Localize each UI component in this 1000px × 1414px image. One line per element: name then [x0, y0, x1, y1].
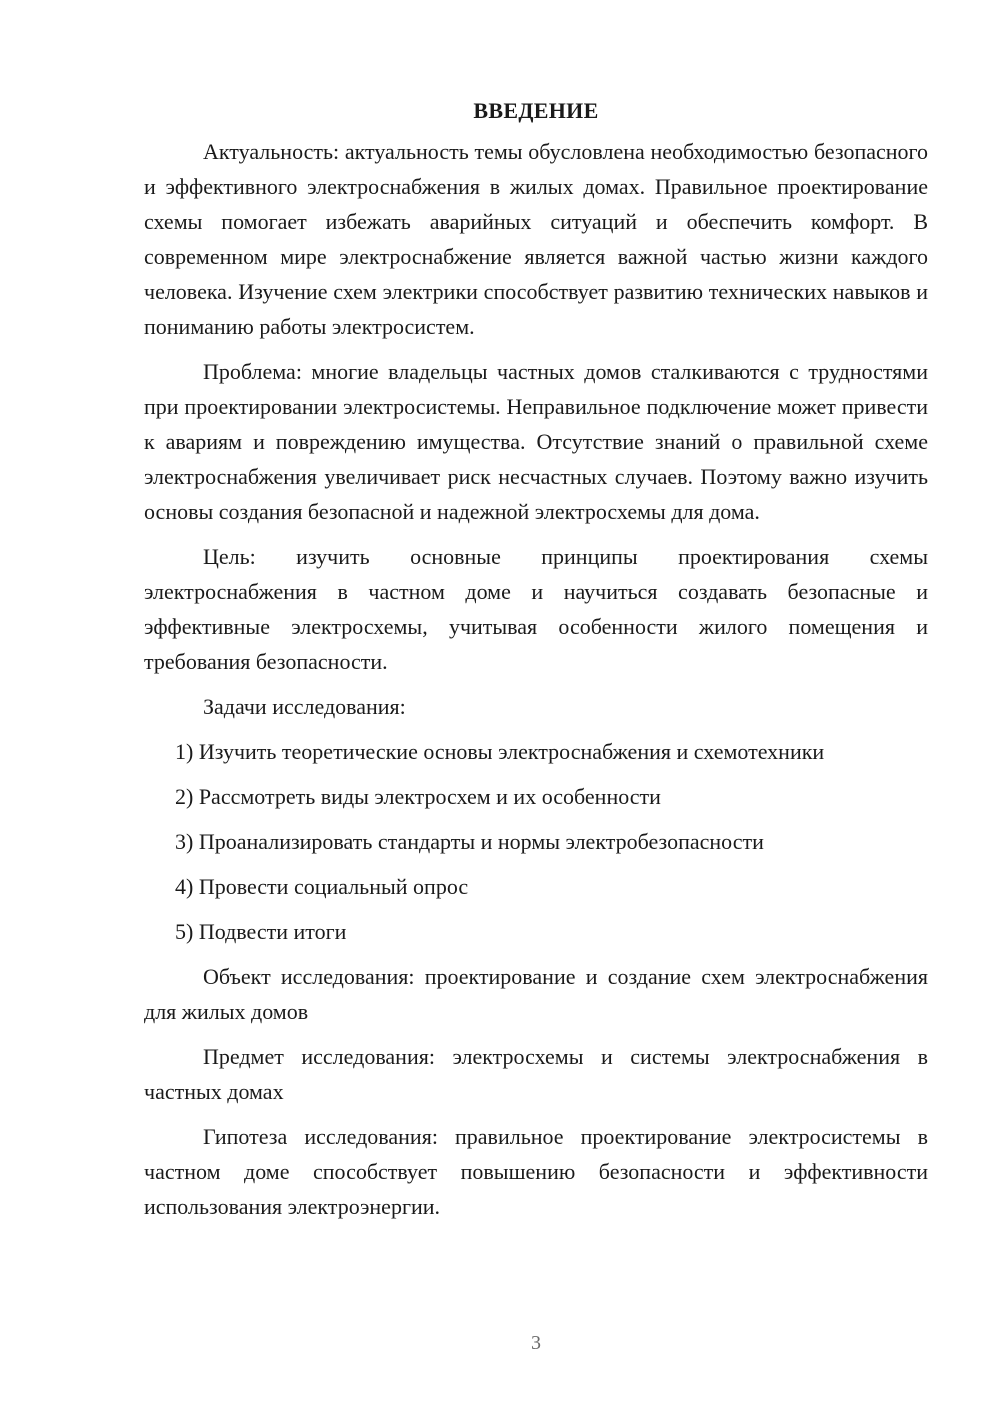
- tasks-heading: Задачи исследования:: [203, 694, 406, 719]
- paragraph-subject: Предмет исследования: электросхемы и системы электроснабжения в частных домах: [144, 1044, 928, 1104]
- paragraph-relevance: Актуальность: актуальность темы обусловлена необходимостью безопасного и эффективного электроснабжения в жилых домах. Правильное проектирование схемы помогает избежать аварийных ситуаций и обеспечить комфорт. В современном мире электроснабжение является важной частью жизни каждого человека. Изучение схем электрики способствует развитию технических навыков и пониманию работы электросистем.: [144, 139, 928, 339]
- paragraph-object: Объект исследования: проектирование и создание схем электроснабжения для жилых домов: [144, 964, 928, 1024]
- task-item-1: 1) Изучить теоретические основы электроснабжения и схемотехники: [175, 739, 825, 764]
- task-item-2: 2) Рассмотреть виды электросхем и их особенности: [175, 784, 661, 809]
- document-page: [144, 88, 928, 1234]
- paragraph-problem: Проблема: многие владельцы частных домов сталкиваются с трудностями при проектировании электросистемы. Неправильное подключение может привести к авариям и повреждению имущества. Отсутствие знаний о правильной схеме электроснабжения увеличивает риск несчастных случаев. Поэтому важно изучить основы создания безопасной и надежной электросхемы для дома.: [144, 359, 928, 524]
- tasks-list: [144, 734, 928, 949]
- paragraph-goal: Цель: изучить основные принципы проектирования схемы электроснабжения в частном доме и научиться создавать безопасные и эффективные электросхемы, учитывая особенности жилого помещения и требования безопасности.: [144, 544, 928, 674]
- task-item-3: 3) Проанализировать стандарты и нормы электробезопасности: [175, 829, 764, 854]
- paragraph-hypothesis: Гипотеза исследования: правильное проектирование электросистемы в частном доме способствует повышению безопасности и эффективности использования электроэнергии.: [144, 1124, 928, 1219]
- task-item-5: 5) Подвести итоги: [175, 919, 347, 944]
- task-item-4: 4) Провести социальный опрос: [175, 874, 469, 899]
- page-number: 3: [531, 1332, 541, 1354]
- document-title: ВВЕДЕНИЕ: [473, 98, 599, 123]
